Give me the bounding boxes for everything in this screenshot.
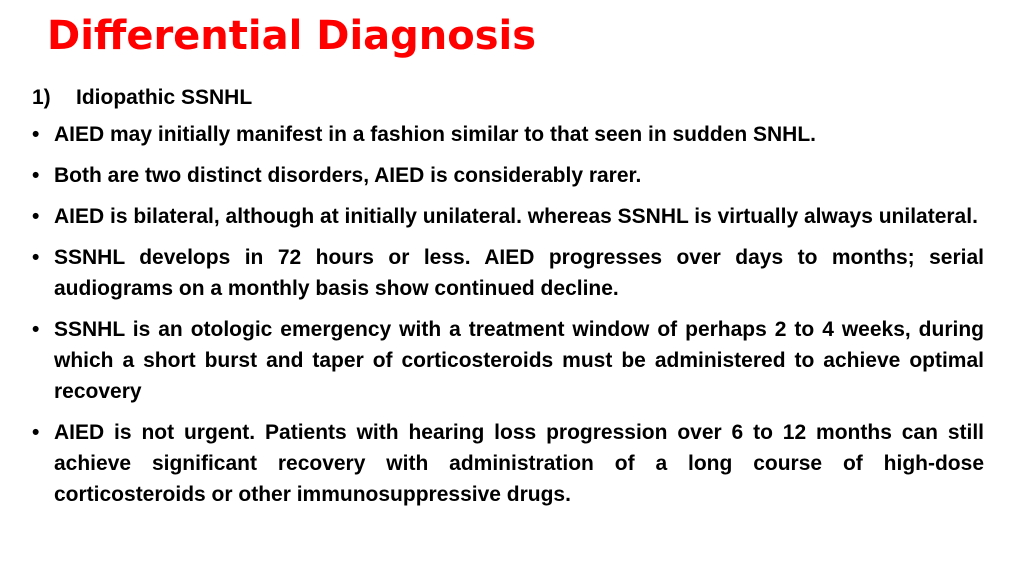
bullet-text: SSNHL develops in 72 hours or less. AIED progresses over days to months; serial audiograms on a monthly basis show continued decline. [54,246,984,300]
bullet-item [32,160,984,191]
bullet-list [32,119,984,510]
bullet-text: Both are two distinct disorders, AIED is considerably rarer. [54,164,642,187]
bullet-text: SSNHL is an otologic emergency with a treatment window of perhaps 2 to 4 weeks, during which a short burst and taper of corticosteroids must be administered to achieve optimal recovery [54,318,984,403]
bullet-icon: • [32,123,40,146]
bullet-text: AIED may initially manifest in a fashion similar to that seen in sudden SNHL. [54,123,816,146]
bullet-icon: • [32,421,40,444]
bullet-icon: • [32,164,40,187]
bullet-item [32,417,984,510]
bullet-item [32,119,984,150]
slide-title: Differential Diagnosis [47,13,537,59]
bullet-text: AIED is bilateral, although at initially unilateral. whereas SSNHL is virtually always unilateral. [54,205,978,228]
bullet-icon: • [32,246,40,269]
bullet-icon: • [32,205,40,228]
bullet-text: AIED is not urgent. Patients with hearing loss progression over 6 to 12 months can still achieve significant recovery with administration of a long course of high-dose corticosteroids or other immunosuppressive drugs. [54,421,984,506]
bullet-item [32,314,984,407]
numbered-heading [32,82,984,113]
list-number: 1) [32,86,51,109]
section-label: Idiopathic SSNHL [76,86,253,109]
bullet-icon: • [32,318,40,341]
slide-content [32,82,984,520]
bullet-item [32,242,984,304]
bullet-item [32,201,984,232]
